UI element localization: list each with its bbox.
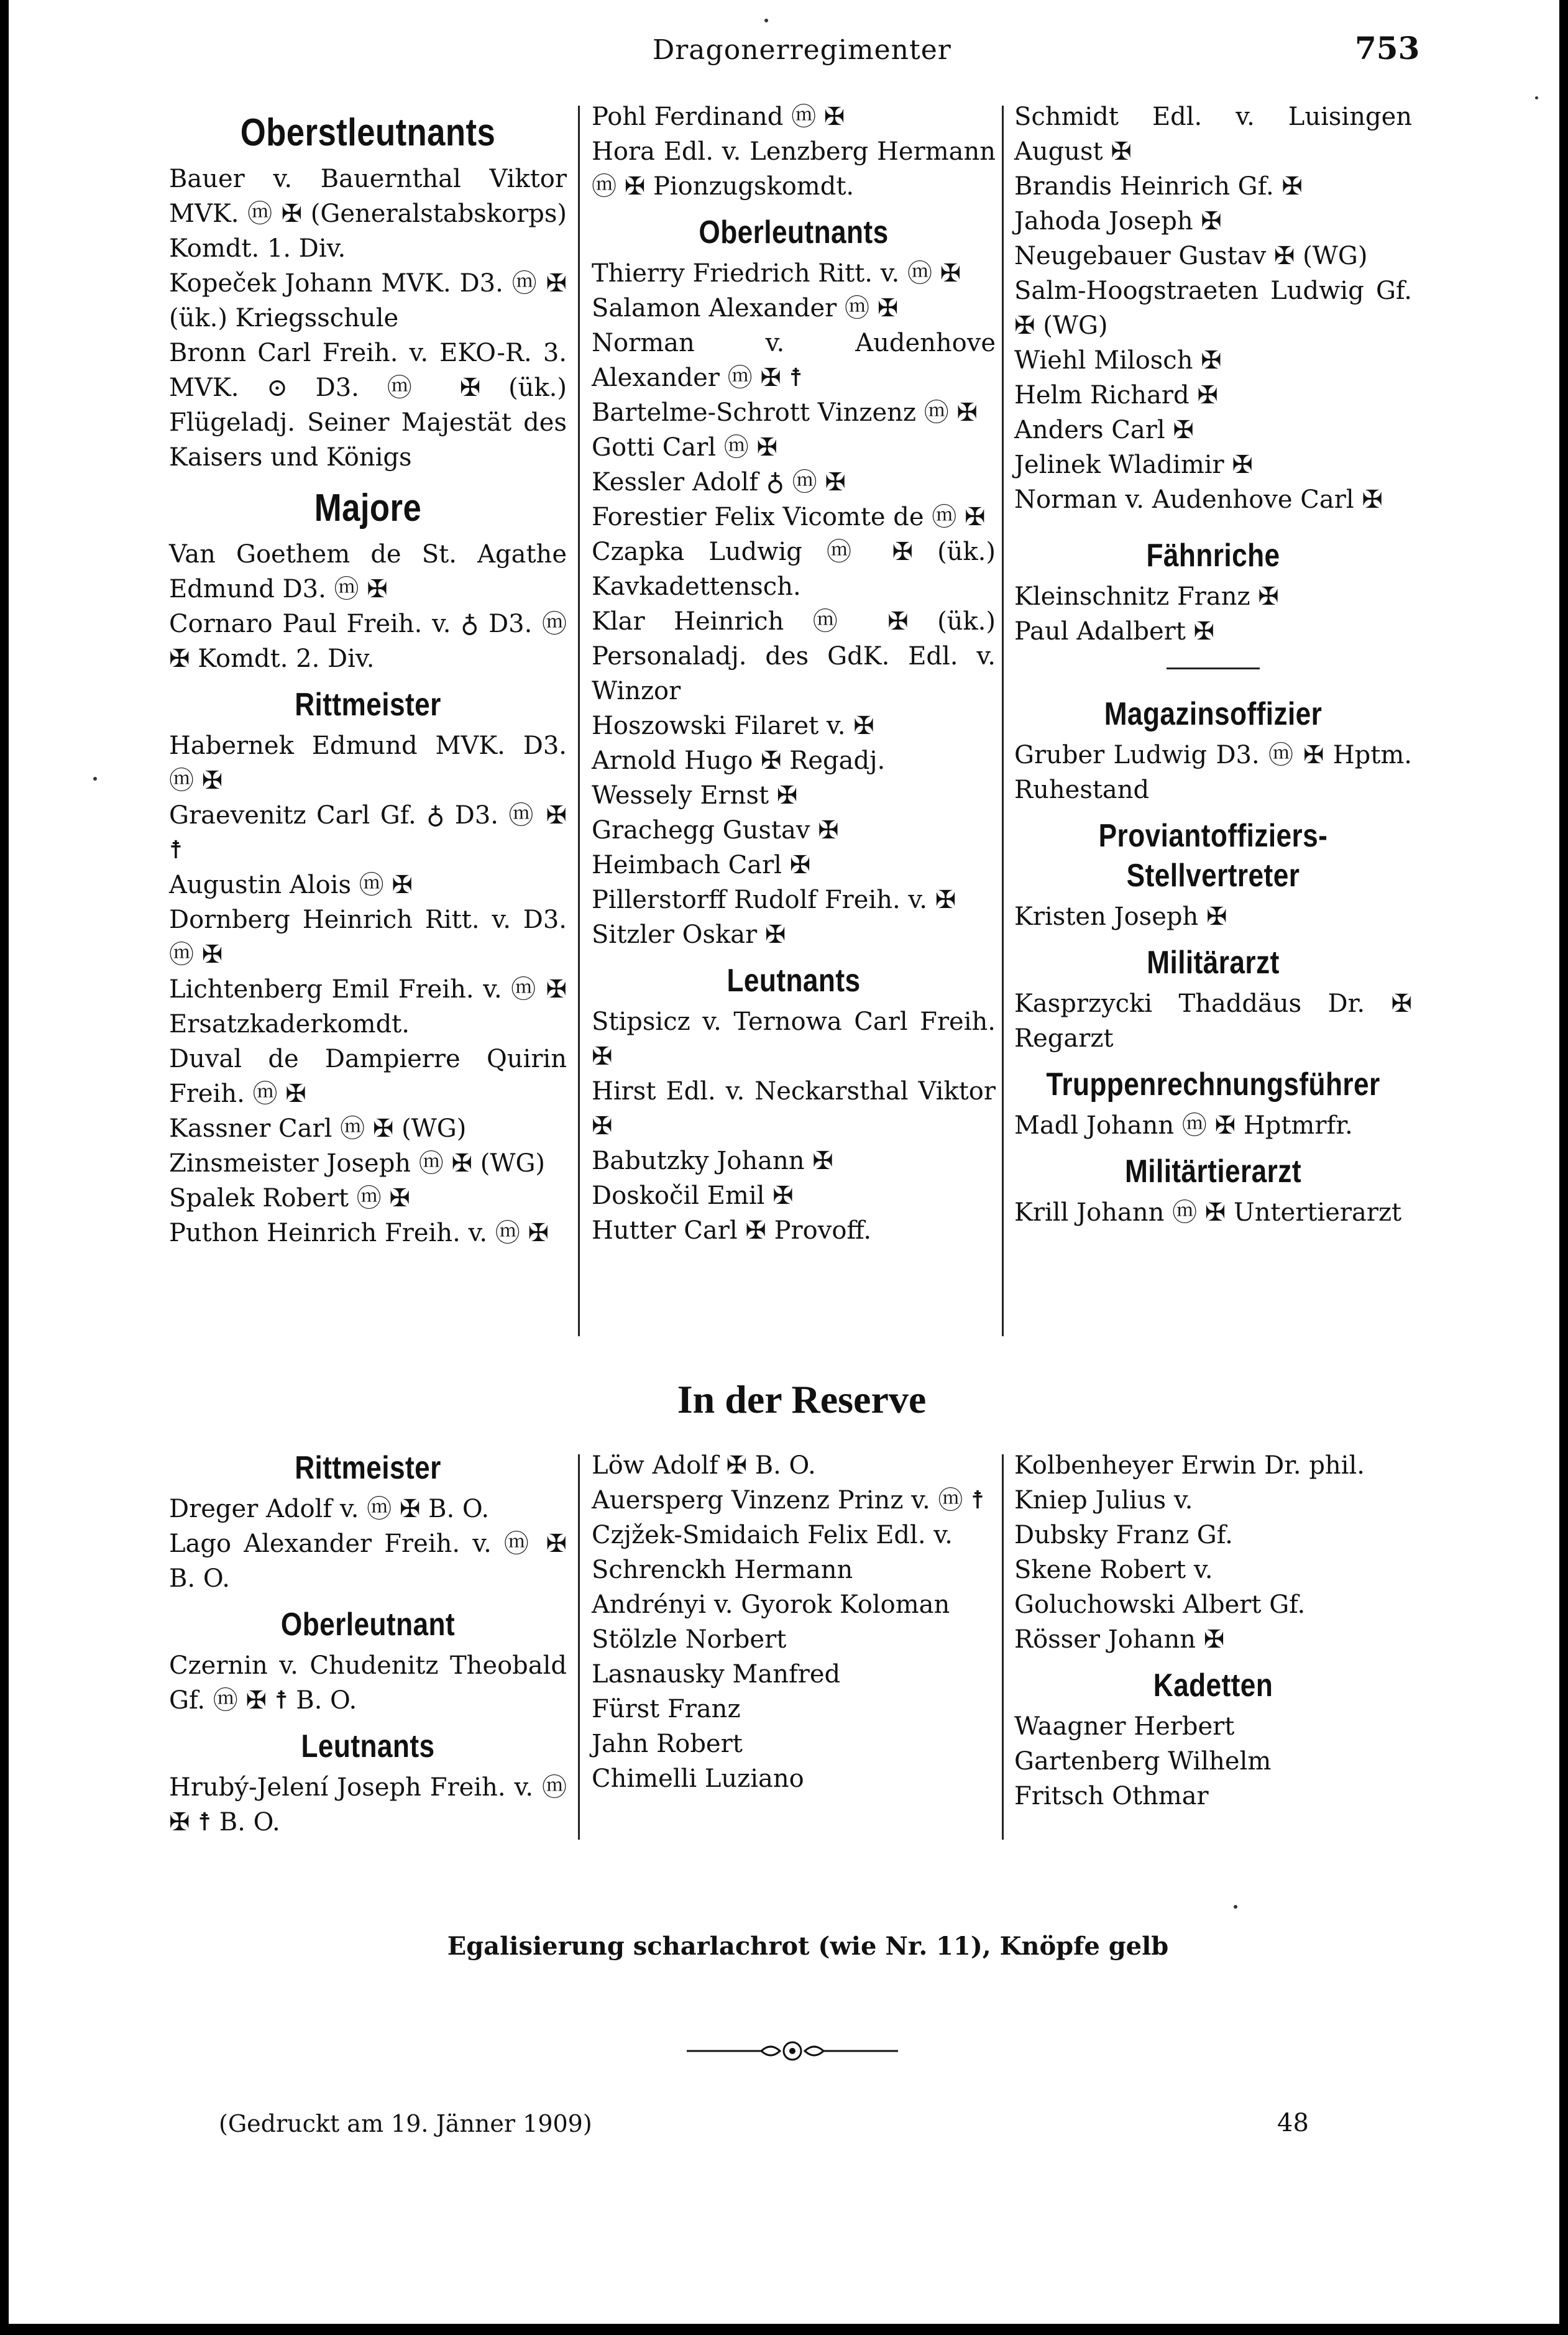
roster-entry: Kniep Julius v.: [1014, 1486, 1193, 1515]
scan-speck: [1234, 1905, 1237, 1909]
roster-entry: Arnold Hugo ✠ Regadj.: [592, 746, 886, 775]
roster-entry: Bronn Carl Freih. v. EKO-R. 3. MVK. ⊙ D3. ⓜ ✠ (ük.) Flügeladj. Seiner Majestät des Kaisers und Königs: [169, 339, 567, 472]
roster-entry: Hirst Edl. v. Neckarsthal Viktor ✠: [592, 1077, 996, 1140]
roster-entry: Anders Carl ✠: [1014, 416, 1194, 444]
roster-entry: Kessler Adolf ♁ ⓜ ✠: [592, 468, 846, 497]
roster-entry: Puthon Heinrich Freih. v. ⓜ ✠: [169, 1219, 549, 1247]
section-heading: Oberstleutnants: [240, 111, 496, 154]
roster-entry: Brandis Heinrich Gf. ✠: [1014, 172, 1303, 201]
section-heading: Rittmeister: [295, 687, 441, 723]
roster-entry: Doskočil Emil ✠: [592, 1181, 794, 1210]
roster-entry: Habernek Edmund MVK. D3. ⓜ ✠: [169, 732, 567, 795]
roster-entry: Czjžek-Smidaich Felix Edl. v.: [592, 1521, 953, 1549]
column-rule: [578, 1454, 580, 1840]
roster-entry: Wiehl Milosch ✠: [1014, 346, 1222, 375]
section-heading: Militärarzt: [1147, 945, 1280, 981]
column-rule: [578, 106, 580, 1336]
roster-entry: Gartenberg Wilhelm: [1014, 1747, 1272, 1776]
roster-entry: Zinsmeister Joseph ⓜ ✠ (WG): [169, 1149, 545, 1178]
roster-entry: Jahn Robert: [592, 1730, 743, 1758]
page-number: 753: [1355, 30, 1420, 67]
column-rule: [1002, 1454, 1004, 1840]
signature-mark: 48: [1277, 2109, 1309, 2137]
main-column-1: [169, 99, 567, 1250]
roster-entry: Bartelme-Schrott Vinzenz ⓜ ✠: [592, 398, 978, 427]
main-column-3: [1014, 99, 1412, 1230]
roster-entry: Fritsch Othmar: [1014, 1782, 1209, 1810]
roster-entry: Fürst Franz: [592, 1695, 741, 1723]
roster-entry: Gotti Carl ⓜ ✠: [592, 433, 778, 462]
roster-entry: Grachegg Gustav ✠: [592, 816, 839, 845]
scan-speck: [1535, 96, 1538, 99]
roster-entry: Van Goethem de St. Agathe Edmund D3. ⓜ ✠: [169, 540, 567, 603]
roster-entry: Stipsicz v. Ternowa Carl Freih. ✠: [592, 1007, 996, 1071]
roster-entry: Kasprzycki Thaddäus Dr. ✠ Regarzt: [1014, 989, 1412, 1053]
roster-entry: Babutzky Johann ✠: [592, 1147, 833, 1175]
roster-entry: Norman v. Audenhove Alexander ⓜ ✠ ☨: [592, 329, 996, 392]
roster-entry: Waagner Herbert: [1014, 1712, 1235, 1741]
roster-entry: Jahoda Joseph ✠: [1014, 207, 1222, 236]
roster-entry: Neugebauer Gustav ✠ (WG): [1014, 242, 1368, 270]
section-heading: Leutnants: [727, 963, 861, 999]
column-rule: [1002, 106, 1004, 1336]
roster-entry: Stölzle Norbert: [592, 1625, 787, 1654]
roster-entry: Thierry Friedrich Ritt. v. ⓜ ✠: [592, 259, 961, 288]
roster-entry: Bauer v. Bauernthal Viktor MVK. ⓜ ✠ (Generalstabskorps) Komdt. 1. Div.: [169, 165, 567, 263]
roster-entry: Helm Richard ✠: [1014, 381, 1218, 410]
roster-entry: Kolbenheyer Erwin Dr. phil.: [1014, 1451, 1365, 1480]
facing-colour-note: Egalisierung scharlachrot (wie Nr. 11), Knöpfe gelb: [447, 1932, 1169, 1961]
roster-entry: Hutter Carl ✠ Provoff.: [592, 1216, 872, 1245]
roster-entry: Gruber Ludwig D3. ⓜ ✠ Hptm. Ruhestand: [1014, 741, 1412, 804]
roster-entry: Kleinschnitz Franz ✠: [1014, 582, 1279, 611]
roster-entry: Madl Johann ⓜ ✠ Hptmrfr.: [1014, 1111, 1353, 1140]
main-column-2: [592, 99, 996, 1248]
section-heading: Truppenrechnungsführer: [1046, 1067, 1380, 1103]
section-heading: Fähnriche: [1146, 538, 1280, 574]
section-heading: Militärtierarzt: [1125, 1154, 1301, 1190]
roster-entry: Heimbach Carl ✠: [592, 851, 811, 879]
roster-entry: Dreger Adolf v. ⓜ ✠ B. O.: [169, 1495, 490, 1523]
ornament-icon: [687, 2032, 898, 2070]
roster-entry: Löw Adolf ✠ B. O.: [592, 1451, 816, 1480]
section-heading: Leutnants: [301, 1728, 435, 1764]
roster-entry: Kopeček Johann MVK. D3. ⓜ ✠ (ük.) Kriegsschule: [169, 269, 567, 333]
roster-entry: Norman v. Audenhove Carl ✠: [1014, 485, 1383, 514]
roster-entry: Krill Johann ⓜ ✠ Untertierarzt: [1014, 1198, 1402, 1227]
reserve-column-2: [592, 1448, 996, 1796]
roster-entry: Cornaro Paul Freih. v. ♁ D3. ⓜ ✠ Komdt. 2. Div.: [169, 610, 567, 673]
roster-entry: Dornberg Heinrich Ritt. v. D3. ⓜ ✠: [169, 906, 567, 969]
print-date: (Gedruckt am 19. Jänner 1909): [219, 2110, 592, 2137]
roster-entry: Lago Alexander Freih. v. ⓜ ✠ B. O.: [169, 1530, 567, 1593]
section-heading: Proviantoffiziers-Stellvertreter: [1098, 818, 1328, 894]
roster-entry: Spalek Robert ⓜ ✠: [169, 1184, 410, 1213]
roster-entry: Wessely Ernst ✠: [592, 781, 798, 810]
section-heading: Oberleutnants: [699, 214, 889, 250]
roster-entry: Pohl Ferdinand ⓜ ✠: [592, 103, 845, 131]
section-heading: Rittmeister: [295, 1450, 441, 1486]
roster-entry: Czapka Ludwig ⓜ ✠ (ük.) Kavkadettensch.: [592, 538, 996, 601]
roster-entry: Forestier Felix Vicomte de ⓜ ✠: [592, 503, 986, 531]
roster-entry: Duval de Dampierre Quirin Freih. ⓜ ✠: [169, 1045, 567, 1108]
roster-entry: Salm-Hoogstraeten Ludwig Gf. ✠ (WG): [1014, 277, 1412, 340]
roster-entry: Lichtenberg Emil Freih. v. ⓜ ✠ Ersatzkaderkomdt.: [169, 975, 567, 1039]
roster-entry: Goluchowski Albert Gf.: [1014, 1590, 1306, 1619]
roster-entry: Jelinek Wladimir ✠: [1014, 451, 1253, 479]
roster-entry: Hrubý-Jelení Joseph Freih. v. ⓜ ✠ ☨ B. O.: [169, 1773, 567, 1837]
roster-entry: Andrényi v. Gyorok Koloman: [592, 1590, 950, 1619]
roster-entry: Hora Edl. v. Lenzberg Hermann ⓜ ✠ Pionzugskomdt.: [592, 137, 996, 201]
roster-entry: Rösser Johann ✠: [1014, 1625, 1225, 1654]
reserve-column-3: [1014, 1448, 1412, 1814]
scan-speck: [764, 19, 768, 22]
section-heading: Oberleutnant: [280, 1607, 456, 1643]
roster-entry: Pillerstorff Rudolf Freih. v. ✠: [592, 886, 956, 914]
section-heading: Majore: [314, 487, 422, 530]
roster-entry: Sitzler Oskar ✠: [592, 920, 786, 949]
roster-entry: Schrenckh Hermann: [592, 1556, 853, 1584]
roster-entry: Chimelli Luziano: [592, 1764, 804, 1793]
roster-entry: Lasnausky Manfred: [592, 1660, 841, 1689]
running-header-title: Dragonerregimenter: [653, 34, 951, 66]
roster-entry: Kristen Joseph ✠: [1014, 902, 1227, 931]
reserve-column-1: [169, 1448, 567, 1840]
section-heading: Magazinsoffizier: [1104, 696, 1323, 732]
roster-entry: Augustin Alois ⓜ ✠: [169, 871, 413, 899]
roster-entry: Hoszowski Filaret v. ✠: [592, 712, 874, 740]
roster-entry: Schmidt Edl. v. Luisingen August ✠: [1014, 103, 1412, 166]
roster-entry: Klar Heinrich ⓜ ✠ (ük.) Personaladj. des GdK. Edl. v. Winzor: [592, 607, 996, 705]
roster-entry: Dubsky Franz Gf.: [1014, 1521, 1233, 1549]
section-heading: Kadetten: [1153, 1668, 1273, 1704]
roster-entry: Paul Adalbert ✠: [1014, 617, 1215, 646]
roster-entry: Salamon Alexander ⓜ ✠: [592, 294, 899, 323]
roster-entry: Graevenitz Carl Gf. ♁ D3. ⓜ ✠ ☨: [169, 801, 567, 865]
roster-entry: Kassner Carl ⓜ ✠ (WG): [169, 1114, 467, 1143]
roster-entry: Skene Robert v.: [1014, 1556, 1213, 1584]
scan-speck: [93, 777, 97, 781]
roster-entry: Auersperg Vinzenz Prinz v. ⓜ ☨: [592, 1486, 984, 1515]
reserve-heading: In der Reserve: [677, 1377, 927, 1421]
roster-entry: Czernin v. Chudenitz Theobald Gf. ⓜ ✠ ☨ B. O.: [169, 1651, 567, 1715]
divider: [1167, 667, 1260, 669]
